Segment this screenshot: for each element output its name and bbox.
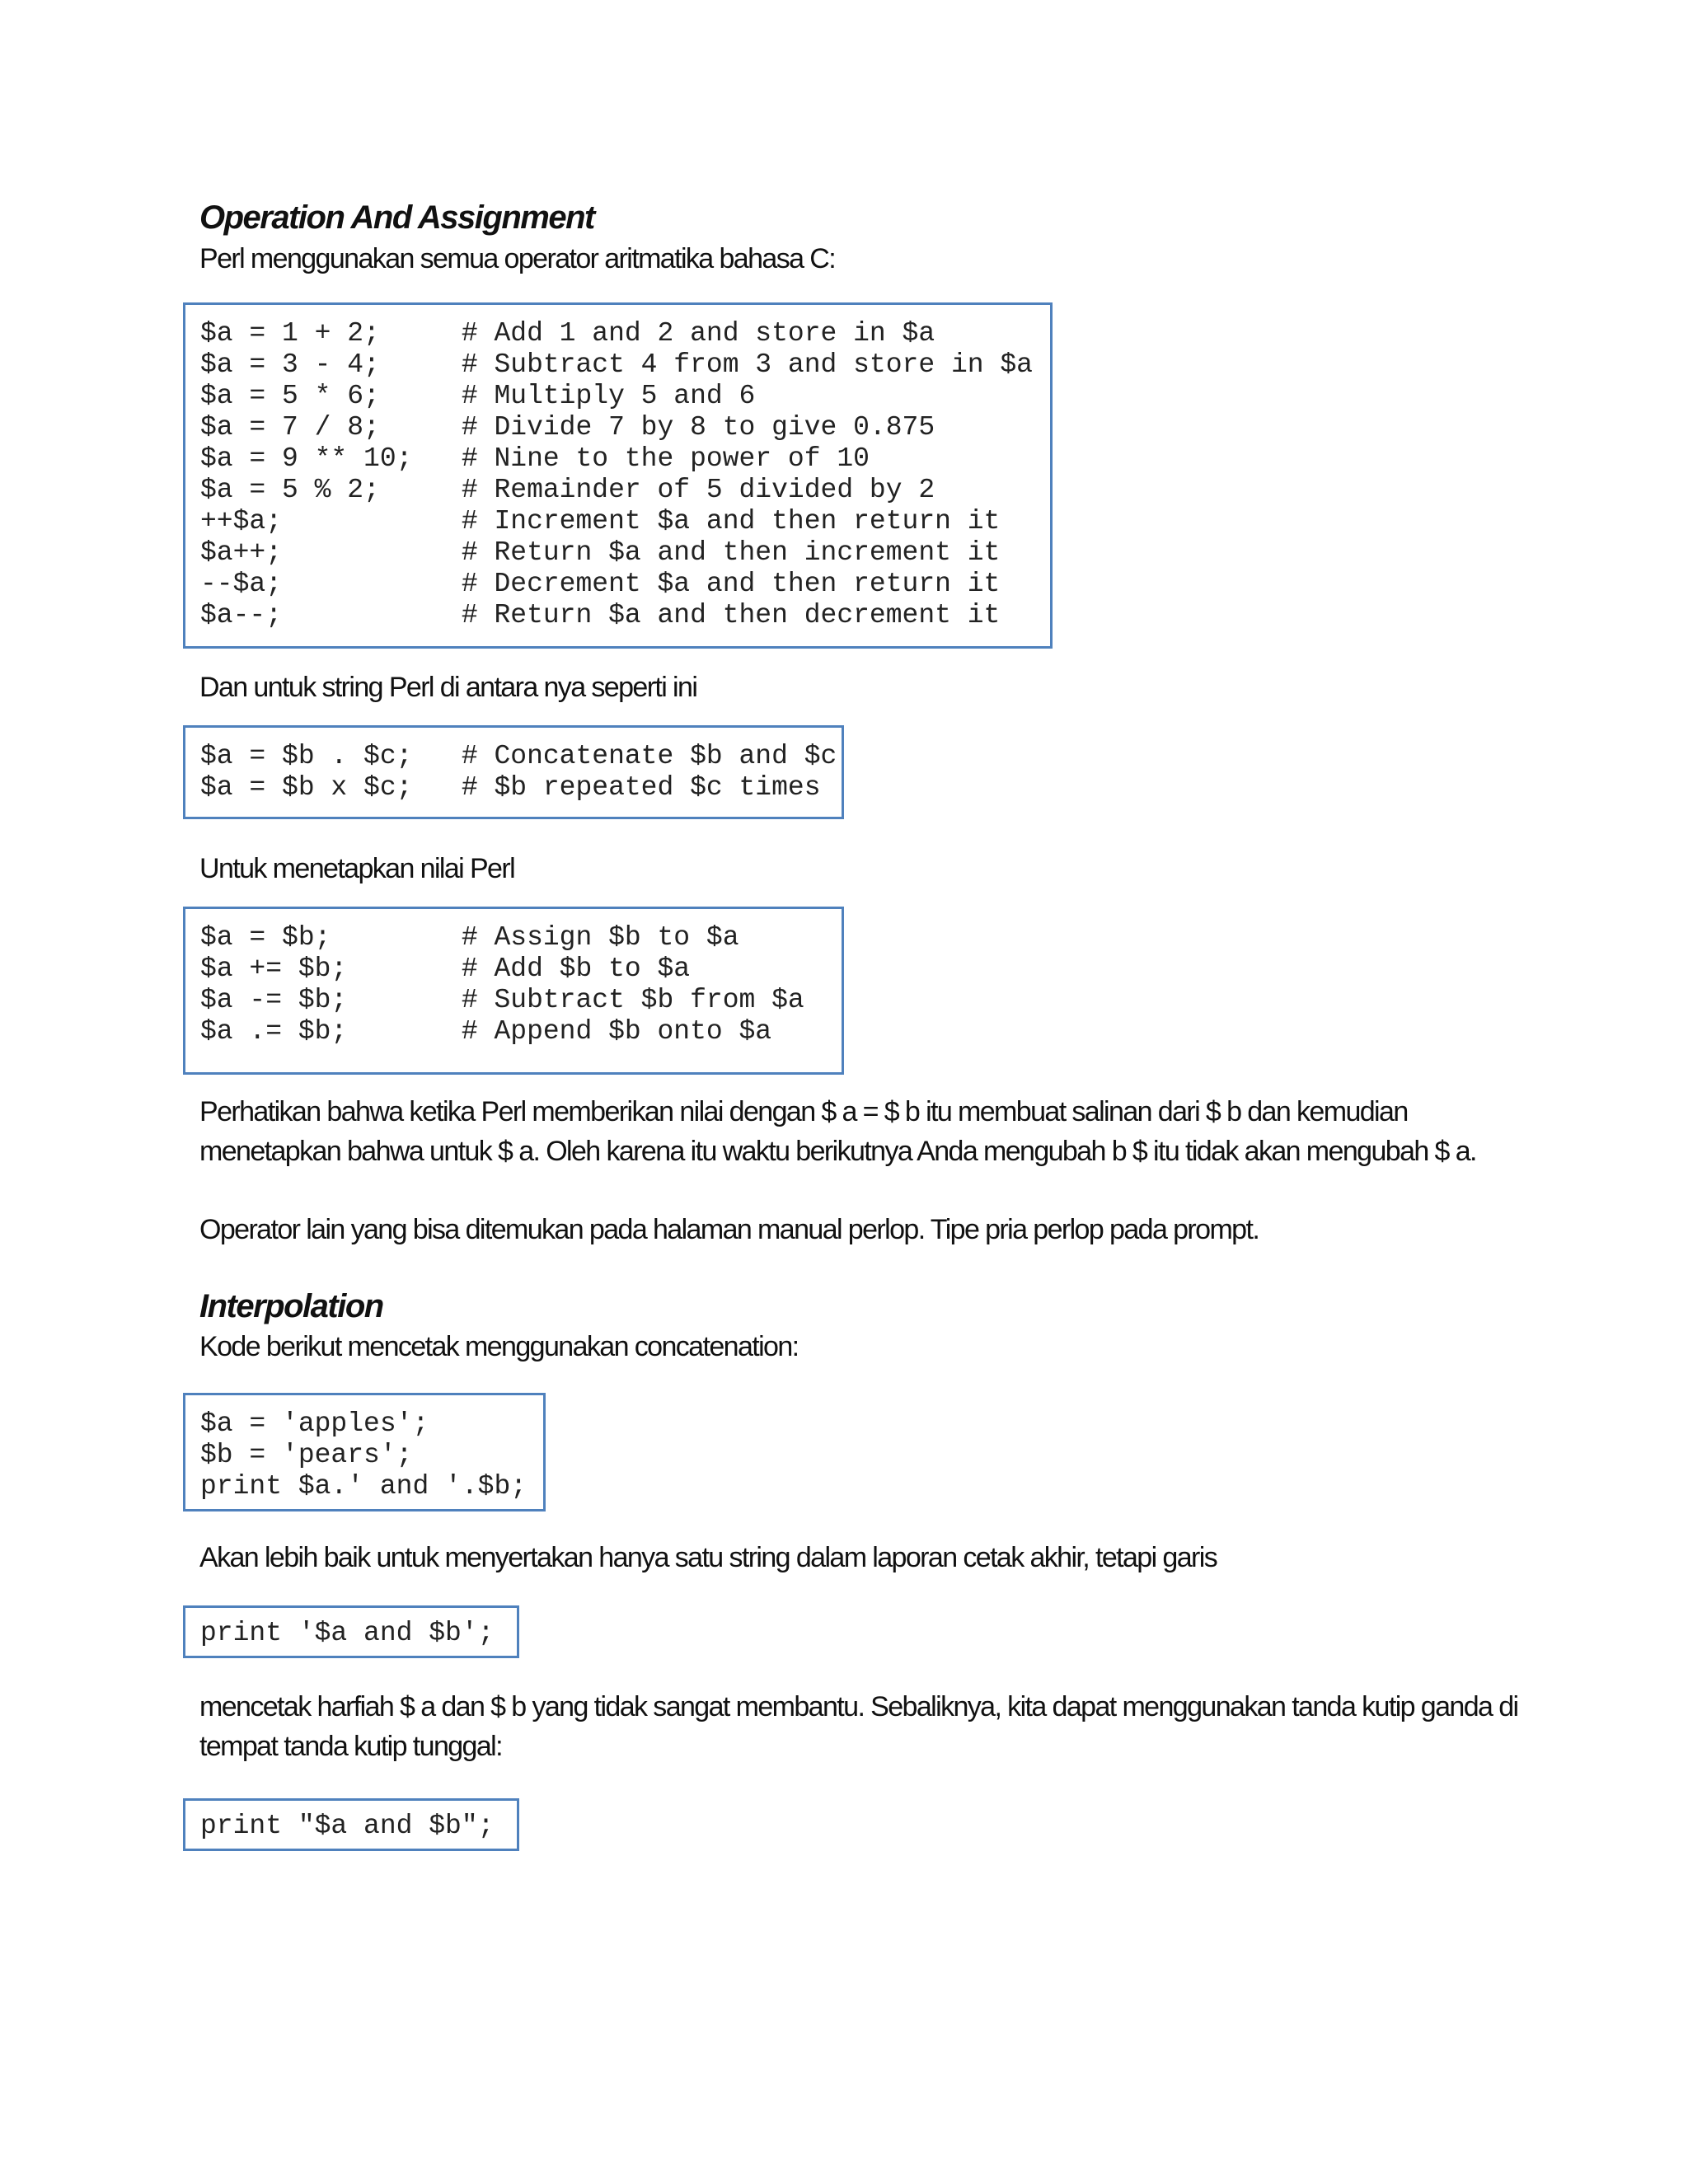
heading-operation-and-assignment: Operation And Assignment <box>199 199 594 236</box>
code-arithmetic-lines <box>200 318 1035 631</box>
literal-print-text: mencetak harfiah $ a dan $ b yang tidak sangat membantu. Sebaliknya, kita dapat menggunakan tanda kutip ganda di tempat tanda kutip tunggal: <box>199 1691 1518 1762</box>
assign-intro-text: Untuk menetapkan nilai Perl <box>199 853 515 884</box>
code-string-lines <box>200 741 837 804</box>
other-operators-text: Operator lain yang bisa ditemukan pada halaman manual perlop. Tipe pria perlop pada prompt. <box>199 1214 1259 1245</box>
code-single-line <box>200 1618 502 1649</box>
code-assign-lines <box>200 922 827 1047</box>
code-line: $a = 7 / 8; # Divide 7 by 8 to give 0.875 <box>200 412 935 443</box>
code-line: --$a; # Decrement $a and then return it <box>200 569 1001 599</box>
operators-intro-text: Perl menggunakan semua operator aritmatika bahasa C: <box>199 243 836 274</box>
code-block-arithmetic <box>183 302 1053 649</box>
code-line: $a = 9 ** 10; # Nine to the power of 10 <box>200 443 870 474</box>
code-line: $a = 1 + 2; # Add 1 and 2 and store in $a <box>200 318 935 349</box>
code-block-string-ops <box>183 725 844 819</box>
code-concat-lines <box>200 1408 528 1502</box>
code-line: print $a.' and '.$b; <box>200 1471 528 1502</box>
code-block-double-quotes <box>183 1798 519 1851</box>
copy-note-text: Perhatikan bahwa ketika Perl memberikan nilai dengan $ a = $ b itu membuat salinan dari $ b dan kemudian menetapkan bahwa untuk $ a. Oleh karena itu waktu berikutnya Anda mengubah b $ itu tidak akan mengubah $ a. <box>199 1096 1476 1167</box>
code-line: print "$a and $b"; <box>200 1811 495 1841</box>
code-line: $a -= $b; # Subtract $b from $a <box>200 985 804 1015</box>
string-intro-text: Dan untuk string Perl di antara nya seperti ini <box>199 672 697 703</box>
code-double-line <box>200 1811 502 1842</box>
code-line: $a = $b x $c; # $b repeated $c times <box>200 772 821 803</box>
code-line: $a = 3 - 4; # Subtract 4 from 3 and store in $a <box>200 349 1033 380</box>
code-line: $a++; # Return $a and then increment it <box>200 537 1001 568</box>
code-line: $a--; # Return $a and then decrement it <box>200 600 1001 630</box>
code-line: $b = 'pears'; <box>200 1440 413 1470</box>
code-line: $a += $b; # Add $b to $a <box>200 954 691 984</box>
single-string-text: Akan lebih baik untuk menyertakan hanya satu string dalam laporan cetak akhir, tetapi garis <box>199 1542 1217 1573</box>
code-block-concatenation <box>183 1393 546 1511</box>
code-line: $a = 5 % 2; # Remainder of 5 divided by 2 <box>200 475 935 505</box>
code-block-single-quotes <box>183 1605 519 1658</box>
code-line: $a .= $b; # Append $b onto $a <box>200 1016 772 1047</box>
interpolation-intro-text: Kode berikut mencetak menggunakan concatenation: <box>199 1331 799 1362</box>
code-line: $a = 'apples'; <box>200 1408 429 1439</box>
code-line: $a = 5 * 6; # Multiply 5 and 6 <box>200 381 756 411</box>
code-line: $a = $b . $c; # Concatenate $b and $c <box>200 741 837 771</box>
code-block-assignment <box>183 907 844 1075</box>
code-line: ++$a; # Increment $a and then return it <box>200 506 1001 537</box>
heading-interpolation: Interpolation <box>199 1288 383 1324</box>
code-line: print '$a and $b'; <box>200 1618 495 1648</box>
code-line: $a = $b; # Assign $b to $a <box>200 922 739 953</box>
